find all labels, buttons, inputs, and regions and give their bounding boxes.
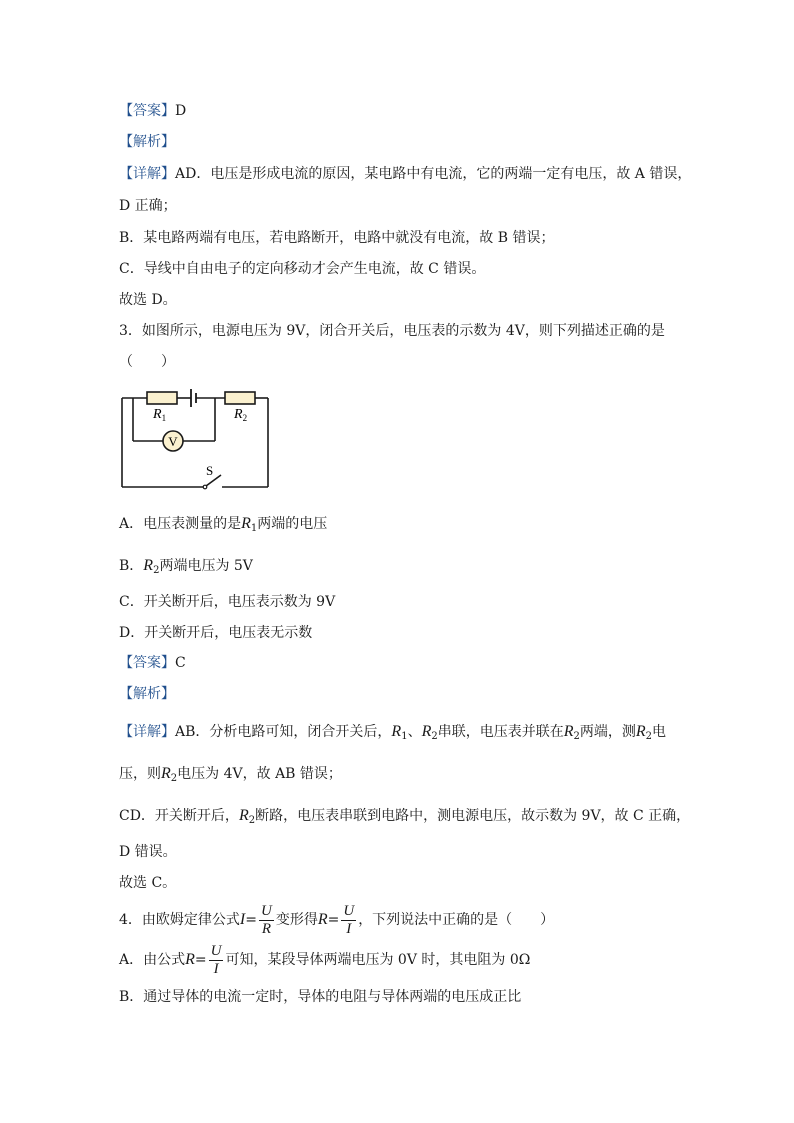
option-b: B．通过导体的电流一定时，导体的电阻与导体两端的电压成正比 bbox=[119, 989, 522, 1005]
option-d: D．开关断开后，电压表无示数 bbox=[119, 625, 313, 641]
answer-value: D bbox=[175, 103, 187, 119]
option-b: B．$R_2$两端电压为 5V bbox=[119, 557, 253, 576]
conclusion: 故选 D。 bbox=[119, 292, 177, 308]
answer-tag: 【答案】 bbox=[119, 103, 175, 119]
detail-line: 【详解】AB．分析电路可知，闭合开关后，$R_1$、$R_2$串联，电压表并联在$R_2$两端，测$R_2$电 bbox=[119, 723, 667, 742]
option-a: A．由公式R= $\frac{U}{I}$ 可知，某段导体两端电压为 0V 时，其电阻为 0Ω bbox=[119, 942, 531, 977]
answer-line bbox=[119, 653, 186, 673]
answer-value: C bbox=[175, 655, 186, 671]
conclusion: 故选 C。 bbox=[119, 875, 177, 891]
detail-tag: 【详解】 bbox=[119, 724, 175, 740]
question-stem: 3．如图所示，电源电压为 9V，闭合开关后，电压表的示数为 4V，则下列描述正确的是 bbox=[119, 323, 665, 339]
detail-line: 压，则$R_2$电压为 4V，故 AB 错误； bbox=[119, 765, 342, 784]
detail-line: CD．开关断开后，$R_2$断路，电压表串联到电路中，测电源电压，故示数为 9V，故 C 正确， bbox=[119, 807, 691, 826]
circuit-diagram bbox=[119, 385, 279, 495]
voltmeter-label: V bbox=[168, 434, 178, 449]
option-c: C．开关断开后，电压表示数为 9V bbox=[119, 594, 336, 610]
option-a: A．电压表测量的是$R_1$两端的电压 bbox=[119, 515, 328, 534]
switch-label: S bbox=[206, 463, 214, 478]
detail-line: B．某电路两端有电压，若电路断开，电路中就没有电流，故 B 错误； bbox=[119, 230, 555, 246]
detail-line bbox=[119, 164, 691, 184]
analysis-heading bbox=[119, 684, 175, 704]
analysis-tag: 【解析】 bbox=[119, 134, 175, 150]
answer-blank: （ ） bbox=[119, 354, 175, 370]
fraction: $\frac{U}{I}$ bbox=[343, 902, 355, 937]
detail-tag: 【详解】 bbox=[119, 166, 175, 182]
fraction: $\frac{U}{I}$ bbox=[210, 942, 222, 977]
detail-line: D 正确； bbox=[119, 198, 177, 214]
answer-tag: 【答案】 bbox=[119, 655, 175, 671]
resistor-r2-symbol bbox=[225, 392, 255, 404]
detail-line: D 错误。 bbox=[119, 844, 177, 860]
detail-text: AD．电压是形成电流的原因，某电路中有电流，它的两端一定有电压，故 A 错误， bbox=[175, 166, 692, 182]
resistor-r1-symbol bbox=[147, 392, 177, 404]
analysis-heading bbox=[119, 132, 175, 152]
question-stem: 4．由欧姆定律公式I= $\frac{U}{R}$ 变形得R= $\frac{U}{I}$ ，下列说法中正确的是（ ） bbox=[119, 902, 555, 937]
r2-label: $R_2$ bbox=[234, 407, 248, 423]
r1-label: $R_1$ bbox=[153, 407, 167, 423]
analysis-tag: 【解析】 bbox=[119, 686, 175, 702]
switch-contact bbox=[203, 485, 207, 489]
fraction: $\frac{U}{R}$ bbox=[260, 902, 272, 937]
detail-line: C．导线中自由电子的定向移动才会产生电流，故 C 错误。 bbox=[119, 261, 486, 277]
answer-line bbox=[119, 101, 186, 121]
